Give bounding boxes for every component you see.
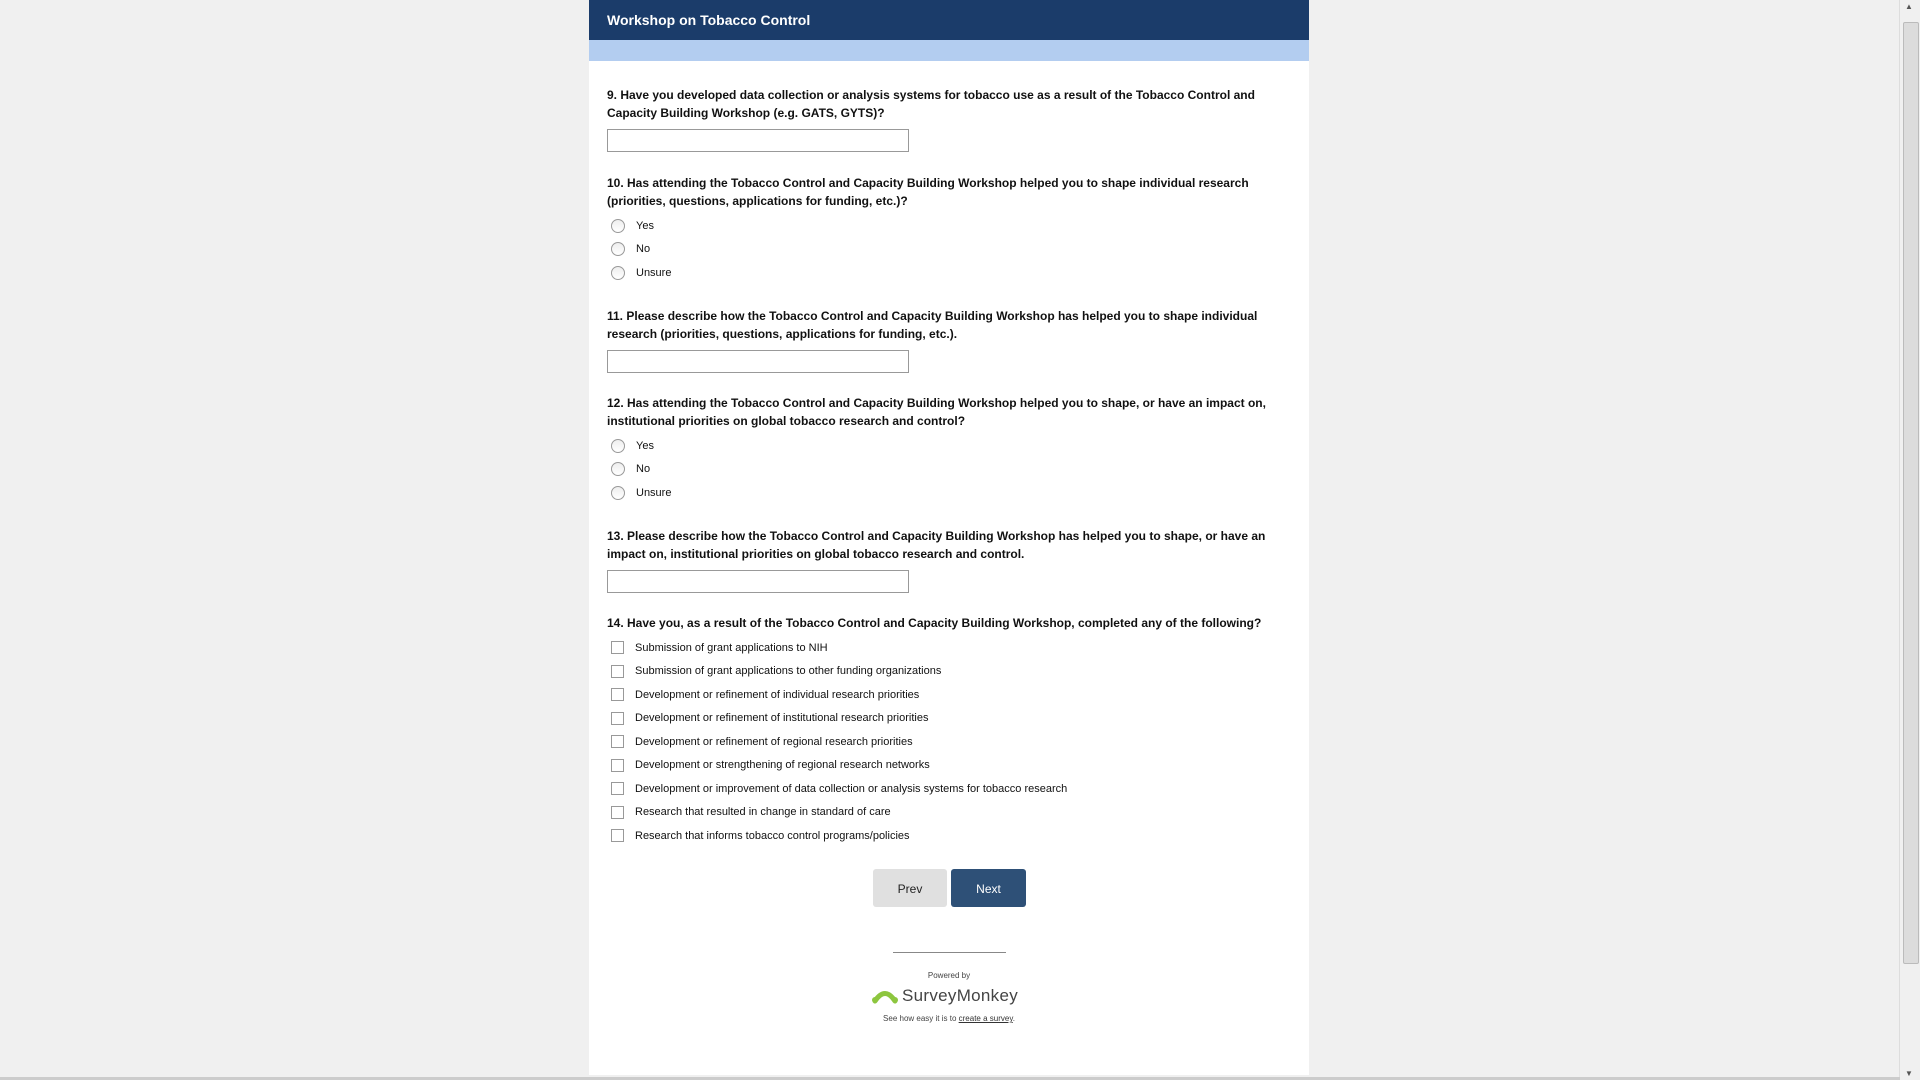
footer-divider [893, 952, 1006, 953]
vertical-scrollbar[interactable] [1899, 0, 1920, 1080]
question-9 [607, 86, 1297, 152]
q14-option[interactable] [607, 730, 1297, 754]
question-text: 10. Has attending the Tobacco Control and Capacity Building Workshop helped you to shape individual research (priorities, questions, applications for funding, etc.)? [607, 176, 1249, 208]
option-label: Yes [636, 439, 654, 452]
q11-text-input[interactable] [607, 350, 909, 373]
create-survey-link[interactable]: create a survey [958, 1014, 1013, 1023]
q12-option-yes[interactable] [607, 434, 1297, 458]
checkbox[interactable] [611, 665, 624, 678]
option-label: Submission of grant applications to NIH [635, 641, 828, 654]
checkbox[interactable] [611, 641, 624, 654]
q9-text-input[interactable] [607, 129, 909, 152]
option-label: Development or strengthening of regional research networks [635, 759, 930, 772]
q14-option[interactable] [607, 636, 1297, 660]
q14-option[interactable] [607, 801, 1297, 825]
option-label: Research that resulted in change in standard of care [635, 806, 891, 819]
question-text: 9. Have you developed data collection or analysis systems for tobacco use as a result of the Tobacco Control and Capacity Building Workshop (e.g. GATS, GYTS)? [607, 88, 1255, 120]
question-13 [607, 527, 1297, 593]
checkbox[interactable] [611, 688, 624, 701]
tagline-text: See how easy it is to [883, 1014, 959, 1023]
next-button[interactable]: Next [951, 869, 1026, 907]
prev-button[interactable]: Prev [873, 869, 947, 907]
question-text: 14. Have you, as a result of the Tobacco Control and Capacity Building Workshop, completed any of the following? [607, 616, 1262, 630]
survey-card [589, 0, 1309, 1075]
checkbox[interactable] [611, 806, 624, 819]
option-label: Unsure [636, 266, 672, 279]
option-label: No [636, 463, 651, 476]
option-label: Development or improvement of data collection or analysis systems for tobacco research [635, 782, 1068, 795]
q14-option[interactable] [607, 707, 1297, 731]
footer-tagline [589, 1014, 1309, 1023]
q10-option-no[interactable] [607, 238, 1297, 262]
monkey-icon [872, 988, 898, 1004]
radio-button[interactable] [611, 266, 625, 280]
powered-by-label: Powered by [927, 971, 971, 980]
surveymonkey-logo[interactable] [872, 985, 1032, 1007]
radio-button[interactable] [611, 219, 625, 233]
option-label: Development or refinement of individual research priorities [635, 688, 920, 701]
tagline-period: . [1012, 1014, 1015, 1023]
radio-button[interactable] [611, 439, 625, 453]
q14-option[interactable] [607, 660, 1297, 684]
brand-name: SurveyMonkey [902, 986, 1019, 1005]
checkbox[interactable] [611, 829, 624, 842]
radio-button[interactable] [611, 462, 625, 476]
question-text: 11. Please describe how the Tobacco Control and Capacity Building Workshop has helped you to shape individual research (priorities, questions, applications for funding, etc.). [607, 309, 1258, 341]
option-label: Submission of grant applications to other funding organizations [635, 665, 942, 678]
question-12 [607, 394, 1297, 505]
checkbox[interactable] [611, 712, 624, 725]
checkbox[interactable] [611, 782, 624, 795]
q14-option[interactable] [607, 754, 1297, 778]
q14-option[interactable] [607, 824, 1297, 848]
question-14 [607, 614, 1297, 848]
progress-band [589, 40, 1309, 61]
option-label: Unsure [636, 486, 672, 499]
question-11 [607, 307, 1297, 373]
q10-option-yes[interactable] [607, 214, 1297, 238]
checkbox[interactable] [611, 759, 624, 772]
checkbox[interactable] [611, 735, 624, 748]
scroll-up-arrow-icon[interactable]: ▲ [1905, 2, 1913, 11]
option-label: Development or refinement of regional research priorities [635, 735, 913, 748]
survey-title: Workshop on Tobacco Control [589, 0, 1309, 40]
scrollbar-thumb[interactable] [1903, 22, 1919, 964]
question-text: 12. Has attending the Tobacco Control and Capacity Building Workshop helped you to shape, or have an impact on, institutional priorities on global tobacco research and control? [607, 396, 1266, 428]
option-label: Research that informs tobacco control programs/policies [635, 829, 910, 842]
q14-option[interactable] [607, 683, 1297, 707]
radio-button[interactable] [611, 242, 625, 256]
question-text: 13. Please describe how the Tobacco Control and Capacity Building Workshop has helped you to shape, or have an impact on, institutional priorities on global tobacco research and control. [607, 529, 1266, 561]
q12-option-no[interactable] [607, 458, 1297, 482]
option-label: Yes [636, 219, 654, 232]
option-label: Development or refinement of institutional research priorities [635, 712, 929, 725]
q14-option[interactable] [607, 777, 1297, 801]
scroll-down-arrow-icon[interactable]: ▼ [1905, 1069, 1913, 1078]
radio-button[interactable] [611, 486, 625, 500]
q12-option-unsure[interactable] [607, 481, 1297, 505]
q13-text-input[interactable] [607, 570, 909, 593]
question-10 [607, 174, 1297, 285]
option-label: No [636, 243, 651, 256]
q10-option-unsure[interactable] [607, 261, 1297, 285]
